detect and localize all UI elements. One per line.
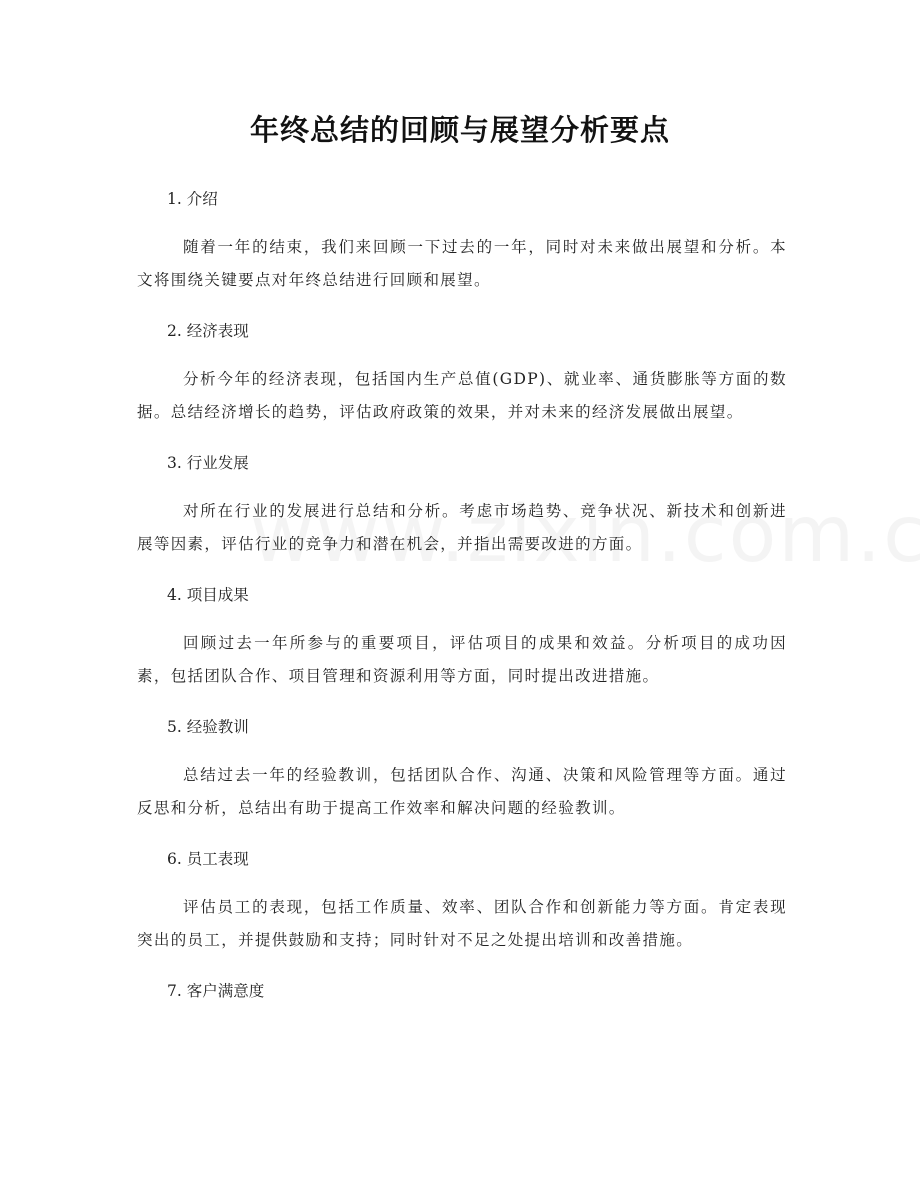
section-heading: 4. 项目成果 [167,586,249,604]
section-heading: 6. 员工表现 [167,850,249,868]
section-heading: 7. 客户满意度 [167,982,265,1000]
section-projects [137,582,787,693]
document-body [137,186,787,1023]
section-paragraph: 回顾过去一年所参与的重要项目，评估项目的成果和效益。分析项目的成功因素，包括团队合作、项目管理和资源利用等方面，同时提出改进措施。 [137,634,787,685]
section-intro [137,186,787,297]
page-title: 年终总结的回顾与展望分析要点 [249,113,670,147]
section-paragraph: 评估员工的表现，包括工作质量、效率、团队合作和创新能力等方面。肯定表现突出的员工，并提供鼓励和支持；同时针对不足之处提出培训和改善措施。 [137,898,787,949]
section-economy [137,318,787,429]
section-industry [137,450,787,561]
section-heading: 5. 经验教训 [167,718,249,736]
section-customer-satisfaction [137,978,787,1004]
section-paragraph: 随着一年的结束，我们来回顾一下过去的一年，同时对未来做出展望和分析。本文将围绕关键要点对年终总结进行回顾和展望。 [137,238,787,289]
section-heading: 1. 介绍 [167,190,218,208]
section-paragraph: 对所在行业的发展进行总结和分析。考虑市场趋势、竞争状况、新技术和创新进展等因素，评估行业的竞争力和潜在机会，并指出需要改进的方面。 [137,502,787,553]
section-lessons [137,714,787,825]
section-paragraph: 分析今年的经济表现，包括国内生产总值(GDP)、就业率、通货膨胀等方面的数据。总结经济增长的趋势，评估政府政策的效果，并对未来的经济发展做出展望。 [137,370,787,421]
section-paragraph: 总结过去一年的经验教训，包括团队合作、沟通、决策和风险管理等方面。通过反思和分析，总结出有助于提高工作效率和解决问题的经验教训。 [137,766,787,817]
section-heading: 2. 经济表现 [167,322,249,340]
section-employees [137,846,787,957]
section-heading: 3. 行业发展 [167,454,249,472]
